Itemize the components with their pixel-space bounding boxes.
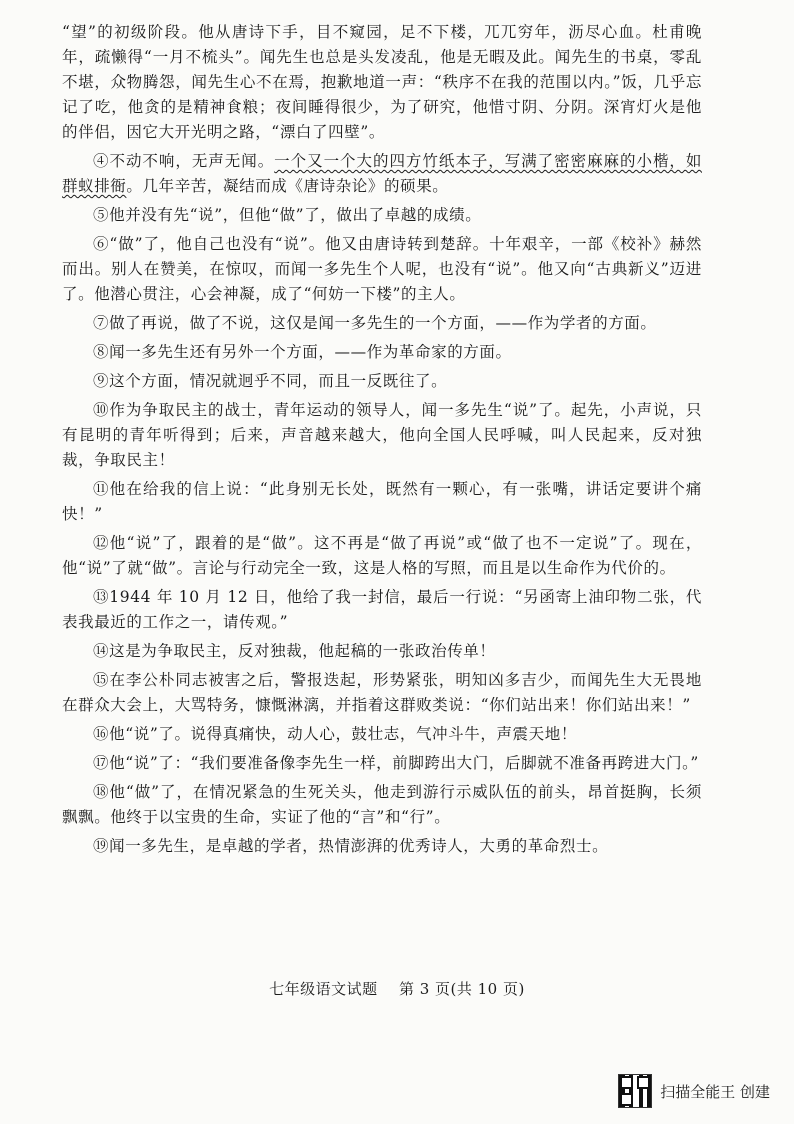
footer-subject: 七年级语文试题 [269, 980, 378, 998]
article-body [62, 20, 702, 863]
paragraph-4 [62, 149, 702, 199]
paragraph-continued: “望”的初级阶段。他从唐诗下手，目不窥园，足不下楼，兀兀穷年，沥尽心血。杜甫晚年，疏懒得“一月不梳头”。闻先生也总是头发凌乱，他是无暇及此。闻先生的书桌，零乱不堪，众物腾怨，闻先生心不在焉，抱歉地道一声：“秩序不在我的范围以内。”饭，几乎忘记了吃，他贪的是精神食粮；夜间睡得很少，为了研究，他惜寸阴、分阴。深宵灯火是他的伴侣，因它大开光明之路，“漂白了四壁”。 [62, 23, 702, 141]
paragraph-9: ⑨这个方面，情况就迥乎不同，而且一反既往了。 [93, 372, 448, 390]
paragraph-8: ⑧闻一多先生还有另外一个方面，——作为革命家的方面。 [93, 343, 512, 361]
paragraph-14: ⑭这是为争取民主，反对独裁，他起稿的一张政治传单！ [93, 642, 496, 660]
scanner-watermark [618, 1074, 770, 1108]
paragraph-17: ⑰他“说”了：“我们要准备像李先生一样，前脚跨出大门，后脚就不准备再跨进大门。” [93, 754, 699, 772]
qr-code-icon [618, 1074, 652, 1108]
paragraph-4-pre: ④不动不响，无声无闻。 [93, 152, 275, 170]
page-footer [0, 978, 794, 999]
paragraph-18: ⑱他“做”了，在情况紧急的生死关头，他走到游行示威队伍的前头，昂首挺胸，长须飘飘。他终于以宝贵的生命，实证了他的“言”和“行”。 [62, 783, 702, 826]
watermark-text: 扫描全能王 创建 [660, 1082, 770, 1101]
paragraph-4-post: 。几年辛苦，凝结而成《唐诗杂论》的硕果。 [126, 177, 449, 195]
paragraph-12: ⑫他“说”了，跟着的是“做”。这不再是“做了再说”或“做了也不一定说”了。现在，他“说”了就“做”。言论与行动完全一致，这是人格的写照，而且是以生命作为代价的。 [62, 534, 702, 577]
paragraph-10: ⑩作为争取民主的战士，青年运动的领导人，闻一多先生“说”了。起先，小声说，只有昆明的青年听得到；后来，声音越来越大，他向全国人民呼喊，叫人民起来，反对独裁，争取民主！ [62, 401, 702, 469]
paragraph-19: ⑲闻一多先生，是卓越的学者，热情澎湃的优秀诗人，大勇的革命烈士。 [93, 837, 609, 855]
paragraph-13: ⑬1944 年 10 月 12 日，他给了我一封信，最后一行说：“另函寄上油印物二张，代表我最近的工作之一，请传观。” [62, 588, 702, 631]
paragraph-6: ⑥“做”了，他自己也没有“说”。他又由唐诗转到楚辞。十年艰辛，一部《校补》赫然而出。别人在赞美，在惊叹，而闻一多先生个人呢，也没有“说”。他又向“古典新义”迈进了。他潜心贯注，心会神凝，成了“何妨一下楼”的主人。 [62, 235, 702, 303]
paragraph-5: ⑤他并没有先“说”，但他“做”了，做出了卓越的成绩。 [93, 206, 482, 224]
underlined-sentence: 一个又一个大的四方竹纸本子，写满了密密麻麻的小楷，如群蚁排衙 [62, 152, 702, 195]
paragraph-16: ⑯他“说”了。说得真痛快，动人心，鼓壮志，气冲斗牛，声震天地！ [93, 725, 577, 743]
footer-page-number: 第 3 页(共 10 页) [398, 980, 525, 998]
paragraph-15: ⑮在李公朴同志被害之后，警报迭起，形势紧张，明知凶多吉少，而闻先生大无畏地在群众大会上，大骂特务，慷慨淋漓，并指着这群败类说：“你们站出来！你们站出来！” [62, 671, 702, 714]
paragraph-11: ⑪他在给我的信上说：“此身别无长处，既然有一颗心，有一张嘴，讲话定要讲个痛快！” [62, 480, 702, 523]
paragraph-7: ⑦做了再说，做了不说，这仅是闻一多先生的一个方面，——作为学者的方面。 [93, 314, 657, 332]
